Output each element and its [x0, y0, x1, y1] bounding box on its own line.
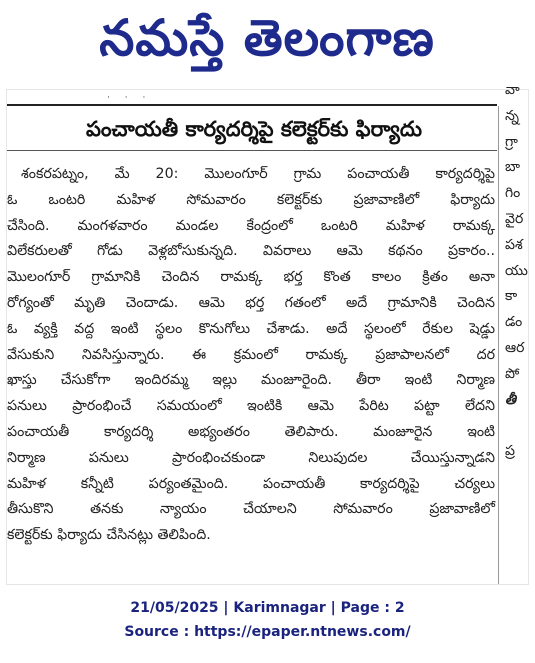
article-line: ఓ వ్యక్తి వద్ద ఇంటి స్థలం కొనుగోలు చేశాడు. అదే స్థలంలో రేకుల షెడ్డు	[7, 320, 495, 337]
adjacent-line: పశ	[505, 236, 523, 253]
article-line: విలేకరులతో గోడు వెళ్లబోసుకున్నది. వివరాలు ఆమె కథనం ప్రకారం..	[7, 243, 495, 260]
article-line: వేసుకుని నివసిస్తున్నారు. ఈ క్రమంలో రామక్క ప్రజాపాలనలో దర	[7, 346, 495, 363]
adjacent-line: గ్రా	[505, 133, 518, 150]
adjacent-line: డం	[505, 314, 523, 331]
article-line: శంకరపట్నం, మే 20: మొలంగూర్ గ్రామ పంచాయతీ కార్యదర్శిపై	[21, 166, 495, 182]
adjacent-line: బా	[505, 159, 521, 176]
adjacent-line: గిం	[505, 185, 521, 202]
adjacent-line: తీ	[505, 391, 516, 408]
article-line: రోగ్యంతో మృతి చెందాడు. ఆమె భర్త గతంలో అదే గ్రామానికి చెందిన	[7, 294, 495, 311]
article-line: నిర్మాణ పనులు ప్రారంభించకుండా నిలుపుదల చేయిస్తున్నాడని	[7, 449, 495, 466]
article-clipping	[7, 90, 528, 584]
article-headline: పంచాయతీ కార్యదర్శిపై కలెక్టర్‌కు ఫిర్యాదు	[85, 117, 422, 141]
top-rule	[7, 104, 497, 106]
article-line: ఓ ఒంటరి మహిళ సోమవారం కలెక్టర్‌కు ప్రజావాణిలో ఫిర్యాదు	[7, 191, 495, 208]
newspaper-masthead: నమస్తే తెలంగాణ	[99, 9, 435, 67]
edition-info: 21/05/2025 | Karimnagar | Page : 2	[130, 600, 405, 616]
adjacent-column-fragment	[505, 78, 535, 465]
adjacent-line: ప్ర	[505, 443, 515, 460]
article-line: మొలంగూర్ గ్రామానికి చెందిన రామక్క భర్త కొంత కాలం క్రితం అనా	[7, 269, 495, 286]
article-line: పనులు ప్రారంభించే సమయంలో ఇంటికి ఆమె పేరిట పట్టా లేదని	[7, 398, 495, 415]
article-line: పంచాయతీ కార్యదర్శి అభ్యంతరం తెలిపారు. మంజూరైన ఇంటి	[7, 423, 495, 440]
adjacent-line: యు	[505, 262, 528, 279]
headline-rule	[7, 150, 497, 151]
adjacent-line: కా	[505, 288, 518, 305]
article-line: చేసింది. మంగళవారం మండల కేంద్రంలో ఒంటరి మహిళ రామక్క	[7, 217, 495, 234]
adjacent-line: పో	[505, 365, 520, 382]
adjacent-line: న్న	[505, 107, 519, 124]
column-divider	[498, 106, 499, 584]
adjacent-line: వైర	[505, 210, 524, 227]
article-line: మహిళ కన్నీటి పర్యంతమైంది. పంచాయతీ కార్యదర్శిపై చర్యలు	[7, 475, 495, 492]
adjacent-line	[505, 413, 535, 439]
source-link[interactable]: Source : https://epaper.ntnews.com/	[124, 624, 411, 640]
adjacent-line: ఆర	[505, 339, 525, 356]
adjacent-line: వా	[505, 82, 520, 98]
article-body	[7, 162, 495, 549]
article-line: ఖాస్తు చేసుకోగా ఇందిరమ్మ ఇల్లు మంజూరైంది. తీరా ఇంటి నిర్మాణ	[7, 372, 495, 389]
article-line: కలెక్టర్‌కు ఫిర్యాదు చేసినట్లు తెలిపింది.	[7, 527, 211, 544]
article-line: తీసుకొని తనకు న్యాయం చేయాలని సోమవారం ప్రజావాణిలో	[7, 501, 495, 518]
previous-article-fragment: · · ·	[107, 93, 152, 103]
